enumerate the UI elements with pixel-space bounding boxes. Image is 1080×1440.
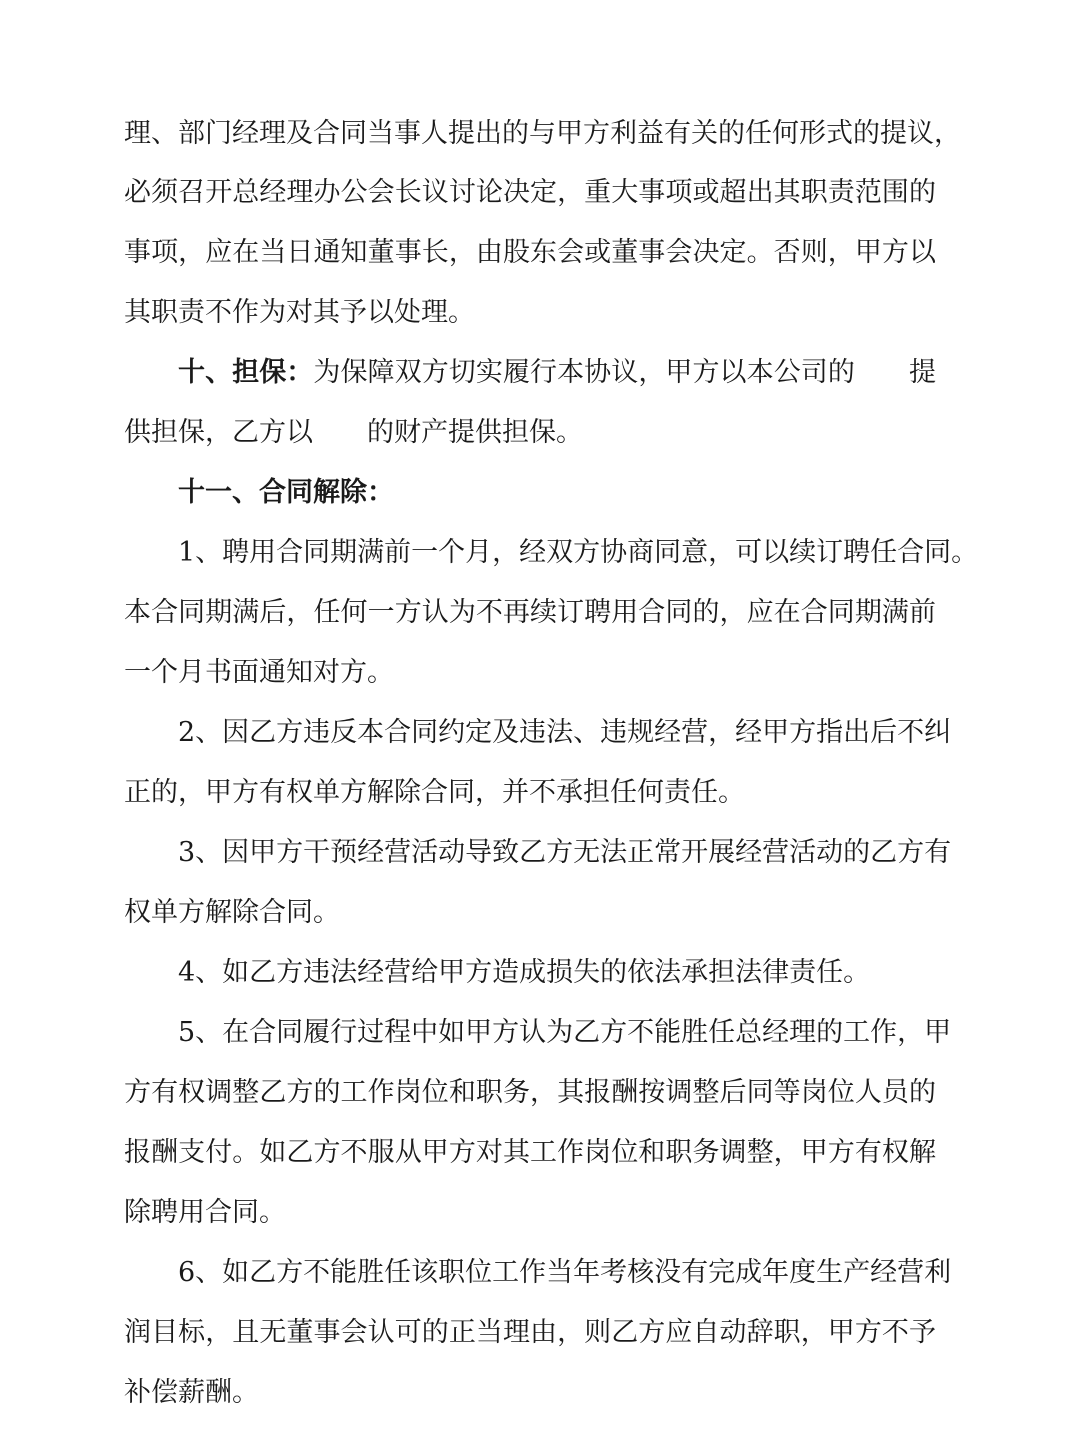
section-10-text: 提 (908, 357, 937, 388)
section-10-text: 的财产提供担保。 (367, 417, 583, 448)
clause-3-line: 3、因甲方干预经营活动导致乙方无法正常开展经营活动的乙方有 (178, 837, 952, 868)
clause-2-line: 正的，甲方有权单方解除合同，并不承担任何责任。 (124, 777, 745, 808)
section-10-heading: 十、担保： (178, 357, 314, 388)
clause-3-line: 权单方解除合同。 (124, 897, 340, 928)
clause-6-line: 润目标，且无董事会认可的正当理由，则乙方应自动辞职，甲方不予 (124, 1317, 936, 1348)
clause-5-line: 报酬支付。如乙方不服从甲方对其工作岗位和职务调整，甲方有权解 (124, 1137, 936, 1168)
clause-6-line: 6、如乙方不能胜任该职位工作当年考核没有完成年度生产经营利 (178, 1257, 952, 1288)
clause-5-line: 方有权调整乙方的工作岗位和职务，其报酬按调整后同等岗位人员的 (124, 1077, 936, 1108)
section-10-line-2 (124, 411, 936, 455)
clause-1-line: 一个月书面通知对方。 (124, 657, 394, 688)
clause-4-line: 4、如乙方违法经营给甲方造成损失的依法承担法律责任。 (178, 957, 871, 988)
clause-5-line: 5、在合同履行过程中如甲方认为乙方不能胜任总经理的工作，甲 (178, 1017, 952, 1048)
section-10-line-1 (178, 351, 936, 395)
paragraph-line: 必须召开总经理办公会长议讨论决定，重大事项或超出其职责范围的 (124, 177, 936, 208)
clause-2-line: 2、因乙方违反本合同约定及违法、违规经营，经甲方指出后不纠 (178, 717, 952, 748)
clause-1-line: 1、聘用合同期满前一个月，经双方协商同意，可以续订聘任合同。 (178, 537, 979, 568)
paragraph-line: 事项，应在当日通知董事长，由股东会或董事会决定。否则，甲方以 (124, 237, 936, 268)
section-11-heading: 十一、合同解除： (178, 477, 394, 508)
section-10-text: 供担保，乙方以 (124, 417, 313, 448)
clause-6-line: 补偿薪酬。 (124, 1377, 259, 1408)
paragraph-line: 理、部门经理及合同当事人提出的与甲方利益有关的任何形式的提议， (124, 118, 961, 149)
section-10-text: 为保障双方切实履行本协议，甲方以本公司的 (313, 357, 855, 388)
clause-1-line: 本合同期满后，任何一方认为不再续订聘用合同的，应在合同期满前 (124, 597, 936, 628)
clause-5-line: 除聘用合同。 (124, 1197, 286, 1228)
paragraph-line: 其职责不作为对其予以处理。 (124, 297, 475, 328)
